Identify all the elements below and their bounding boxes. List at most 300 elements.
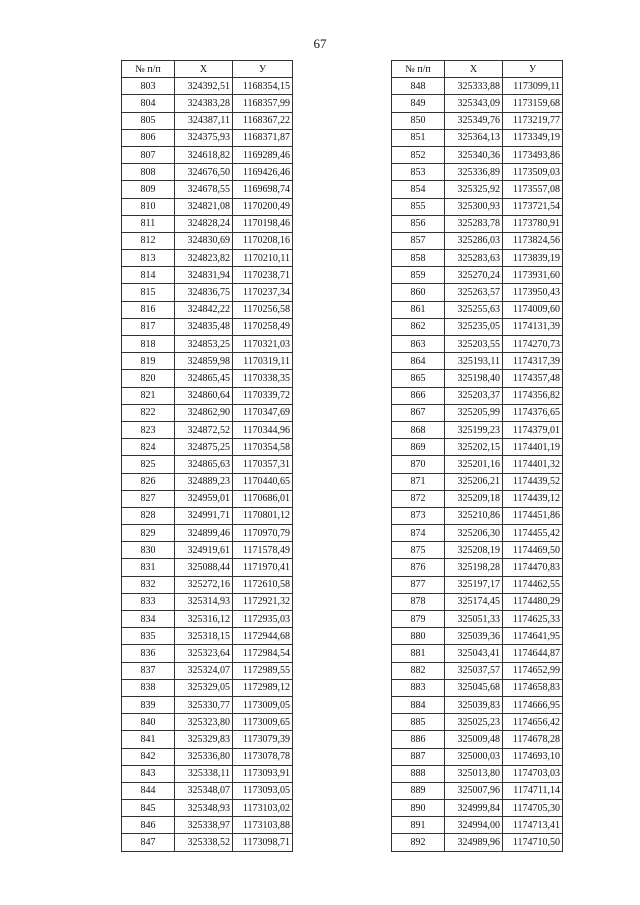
row-number-cell: 865 (392, 370, 445, 387)
table-body-right (392, 78, 563, 851)
y-coordinate-cell: 1174357,48 (503, 370, 563, 387)
x-coordinate-cell: 325338,97 (175, 817, 233, 834)
y-coordinate-cell: 1172989,55 (233, 662, 293, 679)
y-coordinate-cell: 1171578,49 (233, 542, 293, 559)
y-coordinate-cell: 1173099,11 (503, 78, 563, 95)
row-number-cell: 818 (122, 336, 175, 353)
x-coordinate-cell: 325235,05 (445, 318, 503, 335)
y-coordinate-cell: 1173103,88 (233, 817, 293, 834)
y-coordinate-cell: 1174705,30 (503, 800, 563, 817)
x-coordinate-cell: 324835,48 (175, 318, 233, 335)
table-row (122, 731, 293, 748)
x-coordinate-cell: 325338,52 (175, 834, 233, 851)
y-coordinate-cell: 1173103,02 (233, 800, 293, 817)
y-coordinate-cell: 1170208,16 (233, 232, 293, 249)
x-coordinate-cell: 324865,63 (175, 456, 233, 473)
y-coordinate-cell: 1170347,69 (233, 404, 293, 421)
table-row (392, 387, 563, 404)
y-coordinate-cell: 1174710,50 (503, 834, 563, 851)
x-coordinate-cell: 325206,21 (445, 473, 503, 490)
row-number-cell: 811 (122, 215, 175, 232)
table-row (122, 765, 293, 782)
y-coordinate-cell: 1168354,15 (233, 78, 293, 95)
row-number-cell: 861 (392, 301, 445, 318)
x-coordinate-cell: 325203,37 (445, 387, 503, 404)
x-coordinate-cell: 325318,15 (175, 628, 233, 645)
table-row (122, 834, 293, 851)
row-number-cell: 808 (122, 164, 175, 181)
row-number-cell: 870 (392, 456, 445, 473)
row-number-cell: 826 (122, 473, 175, 490)
x-coordinate-cell: 325203,55 (445, 336, 503, 353)
x-coordinate-cell: 324872,52 (175, 421, 233, 438)
y-coordinate-cell: 1173824,56 (503, 232, 563, 249)
y-coordinate-cell: 1170258,49 (233, 318, 293, 335)
table-row (122, 370, 293, 387)
table-row (392, 421, 563, 438)
y-coordinate-cell: 1173079,39 (233, 731, 293, 748)
y-coordinate-cell: 1170210,11 (233, 250, 293, 267)
x-coordinate-cell: 324999,84 (445, 800, 503, 817)
x-coordinate-cell: 325283,63 (445, 250, 503, 267)
x-coordinate-cell: 325043,41 (445, 645, 503, 662)
table-row (122, 611, 293, 628)
x-coordinate-cell: 325198,40 (445, 370, 503, 387)
x-coordinate-cell: 324919,61 (175, 542, 233, 559)
y-coordinate-cell: 1170339,72 (233, 387, 293, 404)
y-coordinate-cell: 1168371,87 (233, 129, 293, 146)
row-number-cell: 878 (392, 593, 445, 610)
table-row (392, 800, 563, 817)
table-row (392, 696, 563, 713)
x-coordinate-cell: 324830,69 (175, 232, 233, 249)
table-row (392, 181, 563, 198)
table-row (392, 232, 563, 249)
row-number-cell: 839 (122, 696, 175, 713)
y-coordinate-cell: 1168367,22 (233, 112, 293, 129)
row-number-cell: 850 (392, 112, 445, 129)
table-row (122, 800, 293, 817)
row-number-cell: 872 (392, 490, 445, 507)
x-coordinate-cell: 324860,64 (175, 387, 233, 404)
x-coordinate-cell: 325323,80 (175, 714, 233, 731)
table-row (392, 164, 563, 181)
row-number-cell: 810 (122, 198, 175, 215)
table-row (392, 78, 563, 95)
x-coordinate-cell: 324865,45 (175, 370, 233, 387)
table-row (122, 404, 293, 421)
row-number-cell: 820 (122, 370, 175, 387)
x-coordinate-cell: 325209,18 (445, 490, 503, 507)
y-coordinate-cell: 1174656,42 (503, 714, 563, 731)
table-row (392, 576, 563, 593)
table-row (392, 817, 563, 834)
table-row (122, 696, 293, 713)
x-coordinate-cell: 325329,83 (175, 731, 233, 748)
x-coordinate-cell: 325088,44 (175, 559, 233, 576)
row-number-cell: 830 (122, 542, 175, 559)
y-coordinate-cell: 1172610,58 (233, 576, 293, 593)
x-coordinate-cell: 324959,01 (175, 490, 233, 507)
table-row (122, 507, 293, 524)
y-coordinate-cell: 1174470,83 (503, 559, 563, 576)
table-row (392, 834, 563, 851)
x-coordinate-cell: 325333,88 (445, 78, 503, 95)
table-row (122, 456, 293, 473)
y-coordinate-cell: 1174270,73 (503, 336, 563, 353)
table-row (392, 353, 563, 370)
x-coordinate-cell: 324828,24 (175, 215, 233, 232)
y-coordinate-cell: 1173009,65 (233, 714, 293, 731)
row-number-cell: 848 (392, 78, 445, 95)
row-number-cell: 863 (392, 336, 445, 353)
y-coordinate-cell: 1173780,91 (503, 215, 563, 232)
x-coordinate-cell: 325013,80 (445, 765, 503, 782)
table-row (122, 336, 293, 353)
table-row (392, 129, 563, 146)
table-row (122, 164, 293, 181)
y-coordinate-cell: 1169289,46 (233, 146, 293, 163)
table-row (122, 817, 293, 834)
row-number-cell: 837 (122, 662, 175, 679)
coordinates-table-left (121, 60, 293, 852)
x-coordinate-cell: 324821,08 (175, 198, 233, 215)
x-coordinate-cell: 324862,90 (175, 404, 233, 421)
table-row (392, 439, 563, 456)
row-number-cell: 852 (392, 146, 445, 163)
x-coordinate-cell: 325193,11 (445, 353, 503, 370)
x-coordinate-cell: 325300,93 (445, 198, 503, 215)
row-number-cell: 890 (392, 800, 445, 817)
x-coordinate-cell: 324831,94 (175, 267, 233, 284)
table-row (392, 284, 563, 301)
x-coordinate-cell: 325009,48 (445, 731, 503, 748)
x-coordinate-cell: 325039,83 (445, 696, 503, 713)
y-coordinate-cell: 1174713,41 (503, 817, 563, 834)
y-coordinate-cell: 1173093,05 (233, 782, 293, 799)
table-row (392, 748, 563, 765)
y-coordinate-cell: 1170198,46 (233, 215, 293, 232)
x-coordinate-cell: 325330,77 (175, 696, 233, 713)
x-coordinate-cell: 324899,46 (175, 525, 233, 542)
x-coordinate-cell: 325323,64 (175, 645, 233, 662)
table-header-row (392, 61, 563, 78)
table-row (122, 181, 293, 198)
table-body-left (122, 78, 293, 851)
x-coordinate-cell: 325000,03 (445, 748, 503, 765)
x-coordinate-cell: 325272,16 (175, 576, 233, 593)
row-number-cell: 891 (392, 817, 445, 834)
row-number-cell: 827 (122, 490, 175, 507)
table-row (122, 95, 293, 112)
y-coordinate-cell: 1170686,01 (233, 490, 293, 507)
table-row (392, 456, 563, 473)
row-number-cell: 866 (392, 387, 445, 404)
table-row (392, 318, 563, 335)
y-coordinate-cell: 1174317,39 (503, 353, 563, 370)
y-coordinate-cell: 1170354,58 (233, 439, 293, 456)
x-coordinate-cell: 325198,28 (445, 559, 503, 576)
table-row (392, 370, 563, 387)
y-coordinate-cell: 1173839,19 (503, 250, 563, 267)
row-number-cell: 855 (392, 198, 445, 215)
y-coordinate-cell: 1172921,32 (233, 593, 293, 610)
table-row (122, 525, 293, 542)
x-coordinate-cell: 324859,98 (175, 353, 233, 370)
header-y: У (233, 61, 293, 78)
y-coordinate-cell: 1174644,87 (503, 645, 563, 662)
y-coordinate-cell: 1174009,60 (503, 301, 563, 318)
row-number-cell: 877 (392, 576, 445, 593)
x-coordinate-cell: 325325,92 (445, 181, 503, 198)
y-coordinate-cell: 1173078,78 (233, 748, 293, 765)
y-coordinate-cell: 1173098,71 (233, 834, 293, 851)
y-coordinate-cell: 1174439,52 (503, 473, 563, 490)
row-number-cell: 880 (392, 628, 445, 645)
row-number-cell: 844 (122, 782, 175, 799)
x-coordinate-cell: 325336,89 (445, 164, 503, 181)
header-number: № п/п (122, 61, 175, 78)
table-row (122, 662, 293, 679)
x-coordinate-cell: 325283,78 (445, 215, 503, 232)
x-coordinate-cell: 325316,12 (175, 611, 233, 628)
y-coordinate-cell: 1173557,08 (503, 181, 563, 198)
row-number-cell: 867 (392, 404, 445, 421)
x-coordinate-cell: 324842,22 (175, 301, 233, 318)
x-coordinate-cell: 325025,23 (445, 714, 503, 731)
x-coordinate-cell: 325039,36 (445, 628, 503, 645)
row-number-cell: 881 (392, 645, 445, 662)
row-number-cell: 803 (122, 78, 175, 95)
y-coordinate-cell: 1174703,03 (503, 765, 563, 782)
row-number-cell: 823 (122, 421, 175, 438)
table-row (392, 714, 563, 731)
table-row (122, 129, 293, 146)
x-coordinate-cell: 325314,93 (175, 593, 233, 610)
header-x: X (175, 61, 233, 78)
row-number-cell: 849 (392, 95, 445, 112)
y-coordinate-cell: 1173509,03 (503, 164, 563, 181)
table-row (392, 782, 563, 799)
table-row (122, 284, 293, 301)
table-row (392, 336, 563, 353)
x-coordinate-cell: 325174,45 (445, 593, 503, 610)
x-coordinate-cell: 324392,51 (175, 78, 233, 95)
table-row (122, 679, 293, 696)
table-row (392, 95, 563, 112)
row-number-cell: 805 (122, 112, 175, 129)
y-coordinate-cell: 1174666,95 (503, 696, 563, 713)
table-row (392, 525, 563, 542)
y-coordinate-cell: 1172984,54 (233, 645, 293, 662)
row-number-cell: 835 (122, 628, 175, 645)
x-coordinate-cell: 325286,03 (445, 232, 503, 249)
table-row (122, 232, 293, 249)
x-coordinate-cell: 324678,55 (175, 181, 233, 198)
x-coordinate-cell: 325349,76 (445, 112, 503, 129)
header-y: У (503, 61, 563, 78)
y-coordinate-cell: 1173493,86 (503, 146, 563, 163)
x-coordinate-cell: 324676,50 (175, 164, 233, 181)
row-number-cell: 832 (122, 576, 175, 593)
row-number-cell: 874 (392, 525, 445, 542)
table-row (122, 490, 293, 507)
table-row (392, 146, 563, 163)
x-coordinate-cell: 324994,00 (445, 817, 503, 834)
table-row (122, 559, 293, 576)
table-row (392, 198, 563, 215)
table-row (122, 267, 293, 284)
x-coordinate-cell: 325340,36 (445, 146, 503, 163)
y-coordinate-cell: 1174711,14 (503, 782, 563, 799)
row-number-cell: 841 (122, 731, 175, 748)
row-number-cell: 887 (392, 748, 445, 765)
row-number-cell: 858 (392, 250, 445, 267)
table-row (122, 112, 293, 129)
table-row (122, 748, 293, 765)
row-number-cell: 824 (122, 439, 175, 456)
y-coordinate-cell: 1173159,68 (503, 95, 563, 112)
y-coordinate-cell: 1170440,65 (233, 473, 293, 490)
y-coordinate-cell: 1173219,77 (503, 112, 563, 129)
row-number-cell: 876 (392, 559, 445, 576)
table-row (392, 250, 563, 267)
row-number-cell: 883 (392, 679, 445, 696)
row-number-cell: 847 (122, 834, 175, 851)
table-row (392, 731, 563, 748)
x-coordinate-cell: 324823,82 (175, 250, 233, 267)
x-coordinate-cell: 325348,93 (175, 800, 233, 817)
table-row (122, 714, 293, 731)
row-number-cell: 829 (122, 525, 175, 542)
y-coordinate-cell: 1174439,12 (503, 490, 563, 507)
y-coordinate-cell: 1173950,43 (503, 284, 563, 301)
x-coordinate-cell: 325201,16 (445, 456, 503, 473)
x-coordinate-cell: 324875,25 (175, 439, 233, 456)
row-number-cell: 853 (392, 164, 445, 181)
y-coordinate-cell: 1174401,19 (503, 439, 563, 456)
x-coordinate-cell: 325051,33 (445, 611, 503, 628)
row-number-cell: 828 (122, 507, 175, 524)
row-number-cell: 889 (392, 782, 445, 799)
table-row (392, 215, 563, 232)
y-coordinate-cell: 1174379,01 (503, 421, 563, 438)
table-row (122, 387, 293, 404)
row-number-cell: 871 (392, 473, 445, 490)
y-coordinate-cell: 1170338,35 (233, 370, 293, 387)
x-coordinate-cell: 325263,57 (445, 284, 503, 301)
row-number-cell: 816 (122, 301, 175, 318)
table-row (122, 78, 293, 95)
y-coordinate-cell: 1170237,34 (233, 284, 293, 301)
row-number-cell: 860 (392, 284, 445, 301)
x-coordinate-cell: 324853,25 (175, 336, 233, 353)
y-coordinate-cell: 1172989,12 (233, 679, 293, 696)
row-number-cell: 838 (122, 679, 175, 696)
x-coordinate-cell: 325210,86 (445, 507, 503, 524)
x-coordinate-cell: 325045,68 (445, 679, 503, 696)
row-number-cell: 892 (392, 834, 445, 851)
row-number-cell: 842 (122, 748, 175, 765)
y-coordinate-cell: 1173093,91 (233, 765, 293, 782)
row-number-cell: 859 (392, 267, 445, 284)
x-coordinate-cell: 325338,11 (175, 765, 233, 782)
table-row (122, 473, 293, 490)
row-number-cell: 862 (392, 318, 445, 335)
table-row (392, 593, 563, 610)
table-row (122, 542, 293, 559)
row-number-cell: 846 (122, 817, 175, 834)
row-number-cell: 845 (122, 800, 175, 817)
y-coordinate-cell: 1173349,19 (503, 129, 563, 146)
row-number-cell: 885 (392, 714, 445, 731)
row-number-cell: 813 (122, 250, 175, 267)
x-coordinate-cell: 325364,13 (445, 129, 503, 146)
table-row (122, 645, 293, 662)
row-number-cell: 825 (122, 456, 175, 473)
table-row (392, 112, 563, 129)
y-coordinate-cell: 1170970,79 (233, 525, 293, 542)
table-row (122, 628, 293, 645)
y-coordinate-cell: 1170256,58 (233, 301, 293, 318)
table-row (392, 645, 563, 662)
table-row (392, 679, 563, 696)
y-coordinate-cell: 1172944,68 (233, 628, 293, 645)
y-coordinate-cell: 1174376,65 (503, 404, 563, 421)
y-coordinate-cell: 1174469,50 (503, 542, 563, 559)
y-coordinate-cell: 1170238,71 (233, 267, 293, 284)
page-number: 67 (313, 36, 327, 51)
x-coordinate-cell: 324387,11 (175, 112, 233, 129)
table-row (392, 473, 563, 490)
x-coordinate-cell: 325037,57 (445, 662, 503, 679)
row-number-cell: 879 (392, 611, 445, 628)
row-number-cell: 814 (122, 267, 175, 284)
row-number-cell: 822 (122, 404, 175, 421)
y-coordinate-cell: 1174451,86 (503, 507, 563, 524)
y-coordinate-cell: 1174641,95 (503, 628, 563, 645)
x-coordinate-cell: 325208,19 (445, 542, 503, 559)
x-coordinate-cell: 325202,15 (445, 439, 503, 456)
row-number-cell: 817 (122, 318, 175, 335)
header-number: № п/п (392, 61, 445, 78)
table-row (392, 267, 563, 284)
y-coordinate-cell: 1170321,03 (233, 336, 293, 353)
y-coordinate-cell: 1171970,41 (233, 559, 293, 576)
row-number-cell: 833 (122, 593, 175, 610)
table-row (392, 507, 563, 524)
row-number-cell: 831 (122, 559, 175, 576)
table-row (392, 611, 563, 628)
table-row (122, 576, 293, 593)
y-coordinate-cell: 1174401,32 (503, 456, 563, 473)
y-coordinate-cell: 1174462,55 (503, 576, 563, 593)
y-coordinate-cell: 1174658,83 (503, 679, 563, 696)
row-number-cell: 840 (122, 714, 175, 731)
y-coordinate-cell: 1174625,33 (503, 611, 563, 628)
x-coordinate-cell: 325348,07 (175, 782, 233, 799)
y-coordinate-cell: 1173931,60 (503, 267, 563, 284)
x-coordinate-cell: 325255,63 (445, 301, 503, 318)
row-number-cell: 836 (122, 645, 175, 662)
row-number-cell: 812 (122, 232, 175, 249)
table-row (122, 421, 293, 438)
y-coordinate-cell: 1170200,49 (233, 198, 293, 215)
row-number-cell: 873 (392, 507, 445, 524)
table-row (122, 439, 293, 456)
row-number-cell: 821 (122, 387, 175, 404)
row-number-cell: 864 (392, 353, 445, 370)
